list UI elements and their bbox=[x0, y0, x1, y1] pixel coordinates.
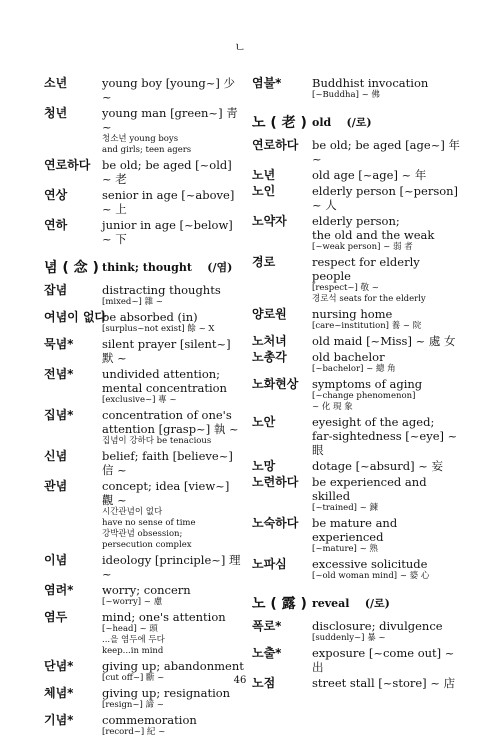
entry-definition bbox=[312, 516, 462, 555]
section-gloss bbox=[312, 114, 372, 131]
definition-line: old maid [~Miss] ~ 處 女 bbox=[312, 334, 456, 348]
definition-note: and girls; teen agers bbox=[102, 145, 192, 155]
dictionary-entry bbox=[44, 479, 244, 551]
definition-note: [care~institution] 養 ~ 院 bbox=[312, 321, 422, 331]
entry-definition bbox=[312, 415, 462, 457]
entry-headword: 노출* bbox=[252, 646, 282, 660]
entry-definition bbox=[102, 449, 244, 477]
definition-note: [~mature] ~ 熟 bbox=[312, 544, 378, 554]
definition-note: 청소년 young boys bbox=[102, 134, 179, 144]
entry-headword: 기념* bbox=[44, 713, 74, 727]
dictionary-entry bbox=[44, 686, 244, 711]
section-headword: 노 ( 露 ) bbox=[252, 596, 307, 612]
entry-headword: 관념 bbox=[44, 479, 68, 493]
entry-definition bbox=[312, 459, 462, 473]
definition-line: distracting thoughts bbox=[102, 283, 221, 297]
section-gloss bbox=[102, 259, 232, 276]
section-gloss-text: reveal bbox=[312, 597, 350, 610]
entry-definition bbox=[102, 367, 244, 406]
entry-headword: 연로하다 bbox=[44, 158, 91, 172]
definition-note: 시간관념이 없다 bbox=[102, 507, 163, 517]
entry-definition bbox=[312, 475, 462, 514]
section-gloss-text: think; thought bbox=[102, 261, 192, 274]
definition-note: ...을 염두에 두다 bbox=[102, 635, 165, 645]
definition-note: 경로석 seats for the elderly bbox=[312, 294, 426, 304]
entry-definition bbox=[102, 583, 244, 608]
entry-headword: 연로하다 bbox=[252, 138, 299, 152]
section-headword: 노 ( 老 ) bbox=[252, 115, 307, 131]
dictionary-entry bbox=[44, 310, 244, 335]
dictionary-entry bbox=[44, 408, 244, 447]
definition-line: be old; be aged [~old] ~ 老 bbox=[102, 158, 232, 186]
definition-line: commemoration bbox=[102, 713, 197, 727]
section-reference: (/로) bbox=[364, 597, 390, 610]
entry-definition bbox=[312, 350, 462, 375]
entry-definition bbox=[102, 337, 244, 365]
entry-definition bbox=[102, 686, 244, 711]
definition-line: mental concentration bbox=[102, 381, 227, 395]
left-column bbox=[44, 76, 244, 740]
page-number: 46 bbox=[233, 675, 247, 686]
definition-note: persecution complex bbox=[102, 540, 192, 550]
dictionary-entry bbox=[252, 459, 462, 473]
entry-headword: 소년 bbox=[44, 76, 68, 90]
dictionary-entry bbox=[44, 583, 244, 608]
definition-line: elderly person; bbox=[312, 214, 400, 228]
entry-headword: 체념* bbox=[44, 686, 74, 700]
definition-note: [~bachelor] ~ 總 角 bbox=[312, 364, 396, 374]
definition-line: respect for elderly people bbox=[312, 255, 420, 283]
entry-headword: 염려* bbox=[44, 583, 74, 597]
entry-definition bbox=[312, 184, 462, 212]
dictionary-entry bbox=[252, 334, 462, 348]
definition-note: [record~] 紀 ~ bbox=[102, 727, 166, 737]
definition-line: young boy [young~] 少 ~ bbox=[102, 76, 236, 104]
entry-definition bbox=[312, 168, 462, 182]
definition-note: [~trained] ~ 鍊 bbox=[312, 503, 378, 513]
dictionary-entry bbox=[44, 367, 244, 406]
definition-note: [suddenly~] 暴 ~ bbox=[312, 633, 386, 643]
dictionary-entry bbox=[44, 713, 244, 738]
entry-group bbox=[252, 76, 462, 101]
entry-headword: 폭로* bbox=[252, 619, 282, 633]
entry-headword: 노망 bbox=[252, 459, 276, 473]
entry-definition bbox=[312, 307, 462, 332]
definition-line: young man [green~] 靑 ~ bbox=[102, 106, 238, 134]
dictionary-entry bbox=[252, 168, 462, 182]
entry-definition bbox=[312, 334, 462, 348]
definition-note: 강박관념 obsession; bbox=[102, 529, 183, 539]
entry-definition bbox=[312, 377, 462, 413]
definition-line: nursing home bbox=[312, 307, 393, 321]
entry-headword: 연하 bbox=[44, 218, 68, 232]
entry-headword: 염불* bbox=[252, 76, 282, 90]
entry-headword: 이념 bbox=[44, 553, 68, 567]
entry-headword: 잡념 bbox=[44, 283, 68, 297]
definition-note: [mixed~] 雜 ~ bbox=[102, 297, 163, 307]
dictionary-entry bbox=[252, 214, 462, 253]
section-headword: 념 ( 念 ) bbox=[44, 260, 99, 276]
entry-definition bbox=[102, 283, 244, 308]
entry-headword: 노약자 bbox=[252, 214, 287, 228]
dictionary-entry bbox=[44, 76, 244, 104]
dictionary-entry bbox=[44, 337, 244, 365]
definition-note: [~old woman mind] ~ 婆 心 bbox=[312, 571, 430, 581]
entry-definition bbox=[102, 713, 244, 738]
entry-headword: 노총각 bbox=[252, 350, 287, 364]
dictionary-entry bbox=[44, 106, 244, 156]
definition-line: be old; be aged [age~] 年 ~ bbox=[312, 138, 460, 166]
section-reference: (/로) bbox=[346, 116, 372, 129]
entry-headword: 전념* bbox=[44, 367, 74, 381]
entry-definition bbox=[102, 158, 244, 186]
definition-note: [~Buddha] ~ 佛 bbox=[312, 90, 380, 100]
entry-definition bbox=[102, 106, 244, 156]
definition-note: [~change phenomenon] bbox=[312, 391, 416, 401]
definition-line: elderly person [~person] ~ 人 bbox=[312, 184, 459, 212]
entry-headword: 노인 bbox=[252, 184, 276, 198]
definition-note: [surplus~not exist] 餘 ~ X bbox=[102, 324, 215, 334]
entry-headword: 청년 bbox=[44, 106, 68, 120]
dictionary-entry bbox=[252, 516, 462, 555]
definition-line: be absorbed (in) bbox=[102, 310, 198, 324]
entry-headword: 노안 bbox=[252, 415, 276, 429]
definition-line: dotage [~absurd] ~ 妄 bbox=[312, 459, 444, 473]
definition-line: exposure [~come out] ~ 出 bbox=[312, 646, 455, 674]
entry-definition bbox=[102, 218, 244, 246]
definition-line: far-sightedness [~eye] ~ 眼 bbox=[312, 429, 458, 457]
definition-line: giving up; abandonment bbox=[102, 659, 244, 673]
entry-definition bbox=[102, 479, 244, 551]
entry-definition bbox=[312, 619, 462, 644]
definition-note: [cut off~] 斷 ~ bbox=[102, 673, 165, 683]
dictionary-entry bbox=[252, 557, 462, 582]
entry-headword: 경로 bbox=[252, 255, 276, 269]
entry-definition bbox=[102, 188, 244, 216]
section-heading bbox=[252, 113, 462, 132]
definition-line: giving up; resignation bbox=[102, 686, 231, 700]
dictionary-entry bbox=[252, 138, 462, 166]
dictionary-entry bbox=[252, 307, 462, 332]
definition-line: symptoms of aging bbox=[312, 377, 423, 391]
definition-line: street stall [~store] ~ 店 bbox=[312, 676, 456, 690]
entry-headword: 노숙하다 bbox=[252, 516, 299, 530]
definition-note: keep...in mind bbox=[102, 646, 164, 656]
entry-definition bbox=[312, 557, 462, 582]
definition-note: have no sense of time bbox=[102, 518, 196, 528]
definition-line: the old and the weak bbox=[312, 228, 435, 242]
definition-note: [exclusive~] 專 ~ bbox=[102, 395, 177, 405]
section-gloss-text: old bbox=[312, 116, 332, 129]
entry-group bbox=[252, 138, 462, 582]
entry-group bbox=[44, 76, 244, 246]
definition-line: undivided attention; bbox=[102, 367, 221, 381]
dictionary-entry bbox=[252, 255, 462, 305]
dictionary-entry bbox=[252, 76, 462, 101]
entry-headword: 양로원 bbox=[252, 307, 287, 321]
section-gloss bbox=[312, 595, 390, 612]
entry-headword: 노화현상 bbox=[252, 377, 299, 391]
entry-headword: 신념 bbox=[44, 449, 68, 463]
definition-note: [~worry] ~ 慮 bbox=[102, 597, 163, 607]
entry-group bbox=[44, 283, 244, 738]
definition-line: senior in age [~above] ~ 上 bbox=[102, 188, 235, 216]
definition-line: be mature and experienced bbox=[312, 516, 398, 544]
dictionary-entry bbox=[252, 619, 462, 644]
section-reference: (/염) bbox=[207, 261, 233, 274]
section-heading bbox=[252, 594, 462, 613]
definition-line: worry; concern bbox=[102, 583, 191, 597]
definition-line: disclosure; divulgence bbox=[312, 619, 443, 633]
entry-definition bbox=[312, 138, 462, 166]
definition-note: [~head] ~ 頭 bbox=[102, 624, 158, 634]
definition-line: attention [grasp~] 執 ~ bbox=[102, 422, 239, 436]
right-column bbox=[252, 76, 462, 692]
dictionary-entry bbox=[44, 283, 244, 308]
entry-headword: 여념이 없다 bbox=[44, 310, 107, 324]
entry-definition bbox=[312, 214, 462, 253]
entry-headword: 노련하다 bbox=[252, 475, 299, 489]
definition-line: junior in age [~below] ~ 下 bbox=[102, 218, 233, 246]
entry-definition bbox=[102, 408, 244, 447]
dictionary-entry bbox=[44, 158, 244, 186]
dictionary-entry bbox=[44, 188, 244, 216]
definition-line: concentration of one's bbox=[102, 408, 232, 422]
entry-headword: 묵념* bbox=[44, 337, 74, 351]
definition-note: [resign~] 諦 ~ bbox=[102, 700, 164, 710]
definition-line: old age [~age] ~ 年 bbox=[312, 168, 427, 182]
dictionary-entry bbox=[252, 646, 462, 674]
entry-headword: 노점 bbox=[252, 676, 276, 690]
dictionary-entry bbox=[252, 184, 462, 212]
definition-line: silent prayer [silent~] 默 ~ bbox=[102, 337, 231, 365]
dictionary-entry bbox=[252, 377, 462, 413]
definition-line: belief; faith [believe~] 信 ~ bbox=[102, 449, 233, 477]
section-heading bbox=[44, 258, 244, 277]
entry-headword: 노년 bbox=[252, 168, 276, 182]
definition-note: ~ 化 現 象 bbox=[312, 402, 353, 412]
definition-line: concept; idea [view~] 觀 ~ bbox=[102, 479, 230, 507]
entry-definition bbox=[312, 255, 462, 305]
entry-definition bbox=[312, 646, 462, 674]
dictionary-entry bbox=[252, 415, 462, 457]
entry-headword: 단념* bbox=[44, 659, 74, 673]
definition-line: eyesight of the aged; bbox=[312, 415, 435, 429]
entry-headword: 염두 bbox=[44, 610, 68, 624]
definition-line: ideology [principle~] 理 ~ bbox=[102, 553, 241, 581]
running-head-glyph: ㄴ bbox=[234, 40, 246, 54]
entry-definition bbox=[312, 76, 462, 101]
entry-headword: 연상 bbox=[44, 188, 68, 202]
entry-headword: 집념* bbox=[44, 408, 74, 422]
entry-headword: 노파심 bbox=[252, 557, 287, 571]
dictionary-entry bbox=[252, 350, 462, 375]
definition-note: 집념이 강하다 be tenacious bbox=[102, 436, 212, 446]
definition-note: [~weak person] ~ 弱 者 bbox=[312, 242, 413, 252]
dictionary-entry bbox=[252, 475, 462, 514]
dictionary-entry bbox=[44, 553, 244, 581]
entry-definition bbox=[102, 76, 244, 104]
definition-line: Buddhist invocation bbox=[312, 76, 429, 90]
entry-headword: 노처녀 bbox=[252, 334, 287, 348]
definition-line: mind; one's attention bbox=[102, 610, 226, 624]
entry-definition bbox=[102, 310, 244, 335]
entry-definition bbox=[102, 553, 244, 581]
definition-line: old bachelor bbox=[312, 350, 385, 364]
dictionary-entry bbox=[44, 218, 244, 246]
dictionary-entry bbox=[44, 449, 244, 477]
entry-definition bbox=[102, 610, 244, 657]
definition-note: [respect~] 敬 ~ bbox=[312, 283, 379, 293]
dictionary-entry bbox=[44, 610, 244, 657]
definition-line: be experienced and skilled bbox=[312, 475, 427, 503]
definition-line: excessive solicitude bbox=[312, 557, 428, 571]
